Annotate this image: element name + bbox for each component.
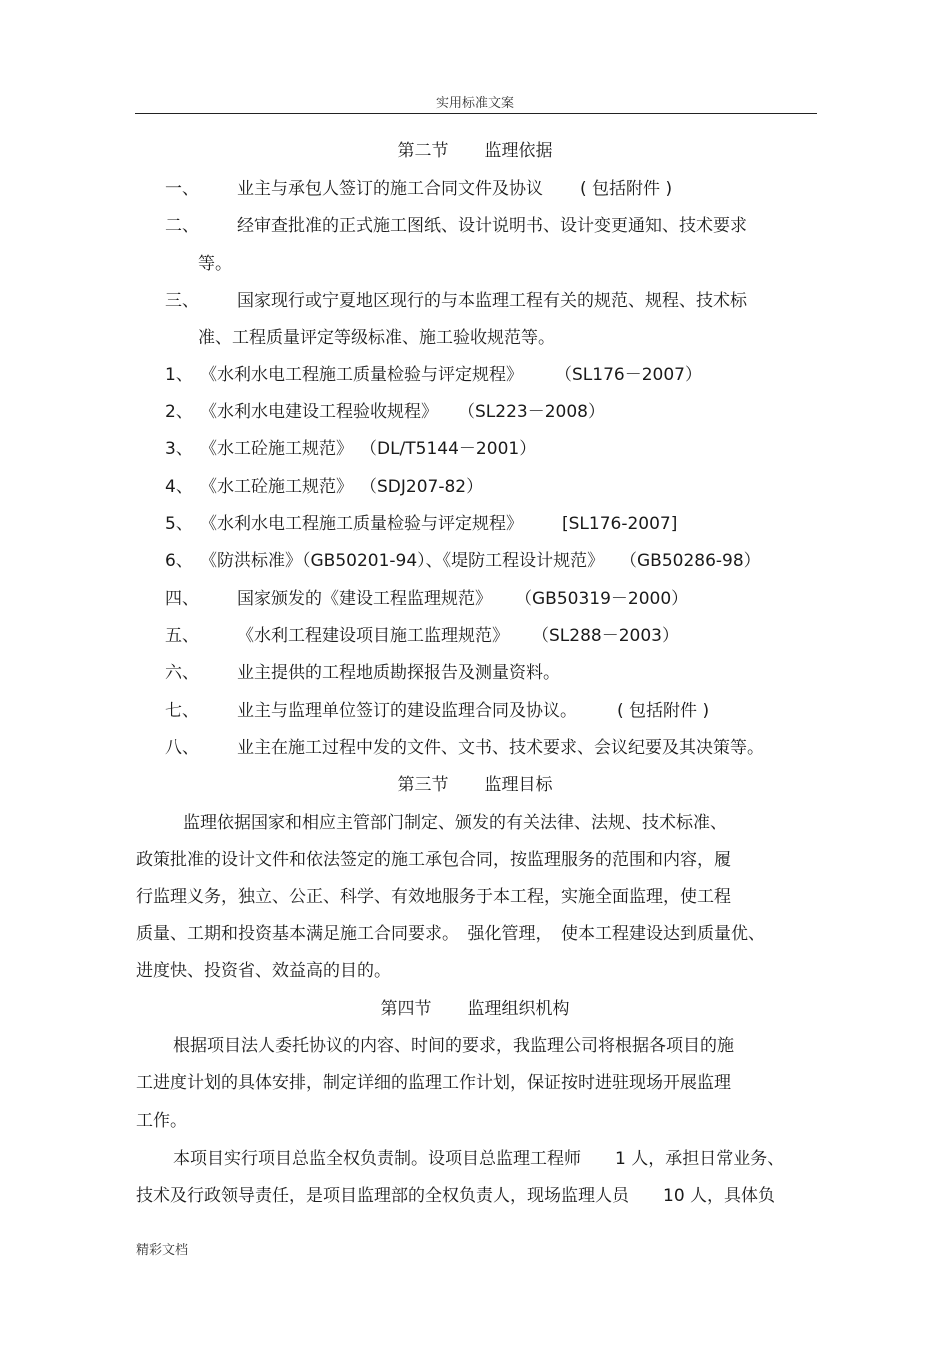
item-marker: 五、 — [165, 626, 199, 646]
sub-item-marker: 1、 — [165, 365, 193, 385]
item-marker: 三、 — [165, 291, 199, 311]
section-heading-3 — [0, 774, 950, 796]
sub-item-text: 《防洪标准》（GB50201-94）、《堤防工程设计规范》 — [200, 551, 605, 571]
item-text: 经审查批准的正式施工图纸、设计说明书、设计变更通知、技术要求 — [237, 216, 747, 236]
sub-item-marker: 5、 — [165, 514, 193, 534]
sub-item-marker: 3、 — [165, 439, 193, 459]
item-suffix: ( 包括附件 ) — [580, 179, 673, 199]
sub-item-text: 《水工砼施工规范》 — [200, 439, 353, 459]
item-continuation: 准、工程质量评定等级标准、施工验收规范等。 — [198, 328, 555, 348]
item-suffix: ( 包括附件 ) — [617, 701, 710, 721]
sub-item-code: （SDJ207-82） — [360, 477, 484, 497]
paragraph-line: 行监理义务，独立、公正、科学、有效地服务于本工程，实施全面监理，使工程 — [136, 887, 731, 907]
item-marker: 二、 — [165, 216, 199, 236]
paragraph-line: 监理依据国家和相应主管部门制定、颁发的有关法律、法规、技术标准、 — [183, 813, 727, 833]
sub-item-code: （SL223－2008） — [458, 402, 605, 422]
paragraph-line: 本项目实行项目总监全权负责制。设项目总监理工程师 1 人，承担日常业务、 — [173, 1149, 785, 1169]
item-text: 《水利工程建设项目施工监理规范》 — [237, 626, 509, 646]
item-marker: 七、 — [165, 701, 199, 721]
sub-item-code: （GB50286-98） — [620, 551, 761, 571]
item-text: 国家颁发的《建设工程监理规范》 — [237, 589, 492, 609]
sub-item-text: 《水利水电建设工程验收规程》 — [200, 402, 438, 422]
sub-item-code: （SL176－2007） — [555, 365, 702, 385]
paragraph-line: 质量、工期和投资基本满足施工合同要求。 强化管理， 使本工程建设达到质量优、 — [136, 924, 765, 944]
section-title: 监理依据 — [484, 141, 553, 161]
item-continuation: 等。 — [198, 254, 232, 274]
section-number: 第四节 — [380, 999, 432, 1019]
section-number: 第二节 — [397, 141, 449, 161]
sub-item-code: [SL176-2007] — [562, 514, 678, 534]
paragraph-line: 工作。 — [136, 1111, 187, 1131]
item-marker: 一、 — [165, 179, 199, 199]
sub-item-text: 《水工砼施工规范》 — [200, 477, 353, 497]
sub-item-text: 《水利水电工程施工质量检验与评定规程》 — [200, 365, 523, 385]
sub-item-marker: 6、 — [165, 551, 193, 571]
section-heading-2 — [0, 140, 950, 162]
item-code: （SL288－2003） — [532, 626, 679, 646]
item-text: 业主与监理单位签订的建设监理合同及协议。 — [237, 701, 577, 721]
paragraph-line: 技术及行政领导责任，是项目监理部的全权负责人，现场监理人员 10 人，具体负 — [136, 1186, 776, 1206]
paragraph-line: 根据项目法人委托协议的内容、时间的要求，我监理公司将根据各项目的施 — [173, 1036, 734, 1056]
paragraph-line: 政策批准的设计文件和依法签定的施工承包合同，按监理服务的范围和内容，履 — [136, 850, 731, 870]
item-marker: 四、 — [165, 589, 199, 609]
sub-item-marker: 2、 — [165, 402, 193, 422]
item-text: 业主与承包人签订的施工合同文件及协议 — [237, 179, 543, 199]
paragraph-line: 工进度计划的具体安排，制定详细的监理工作计划，保证按时进驻现场开展监理 — [136, 1073, 731, 1093]
item-code: （GB50319－2000） — [515, 589, 689, 609]
page-footer: 精彩文档 — [136, 1243, 189, 1258]
sub-item-text: 《水利水电工程施工质量检验与评定规程》 — [200, 514, 523, 534]
item-text: 国家现行或宁夏地区现行的与本监理工程有关的规范、规程、技术标 — [237, 291, 747, 311]
section-number: 第三节 — [397, 775, 449, 795]
item-text: 业主提供的工程地质勘探报告及测量资料。 — [237, 663, 560, 683]
section-title: 监理组织机构 — [467, 999, 570, 1019]
header-rule — [135, 113, 817, 114]
sub-item-marker: 4、 — [165, 477, 193, 497]
paragraph-line: 进度快、投资省、效益高的目的。 — [136, 961, 391, 981]
item-text: 业主在施工过程中发的文件、文书、技术要求、会议纪要及其决策等。 — [237, 738, 764, 758]
page-header: 实用标准文案 — [435, 96, 514, 111]
sub-item-code: （DL/T5144－2001） — [360, 439, 537, 459]
section-title: 监理目标 — [484, 775, 553, 795]
section-heading-4 — [0, 998, 950, 1020]
item-marker: 八、 — [165, 738, 199, 758]
item-marker: 六、 — [165, 663, 199, 683]
